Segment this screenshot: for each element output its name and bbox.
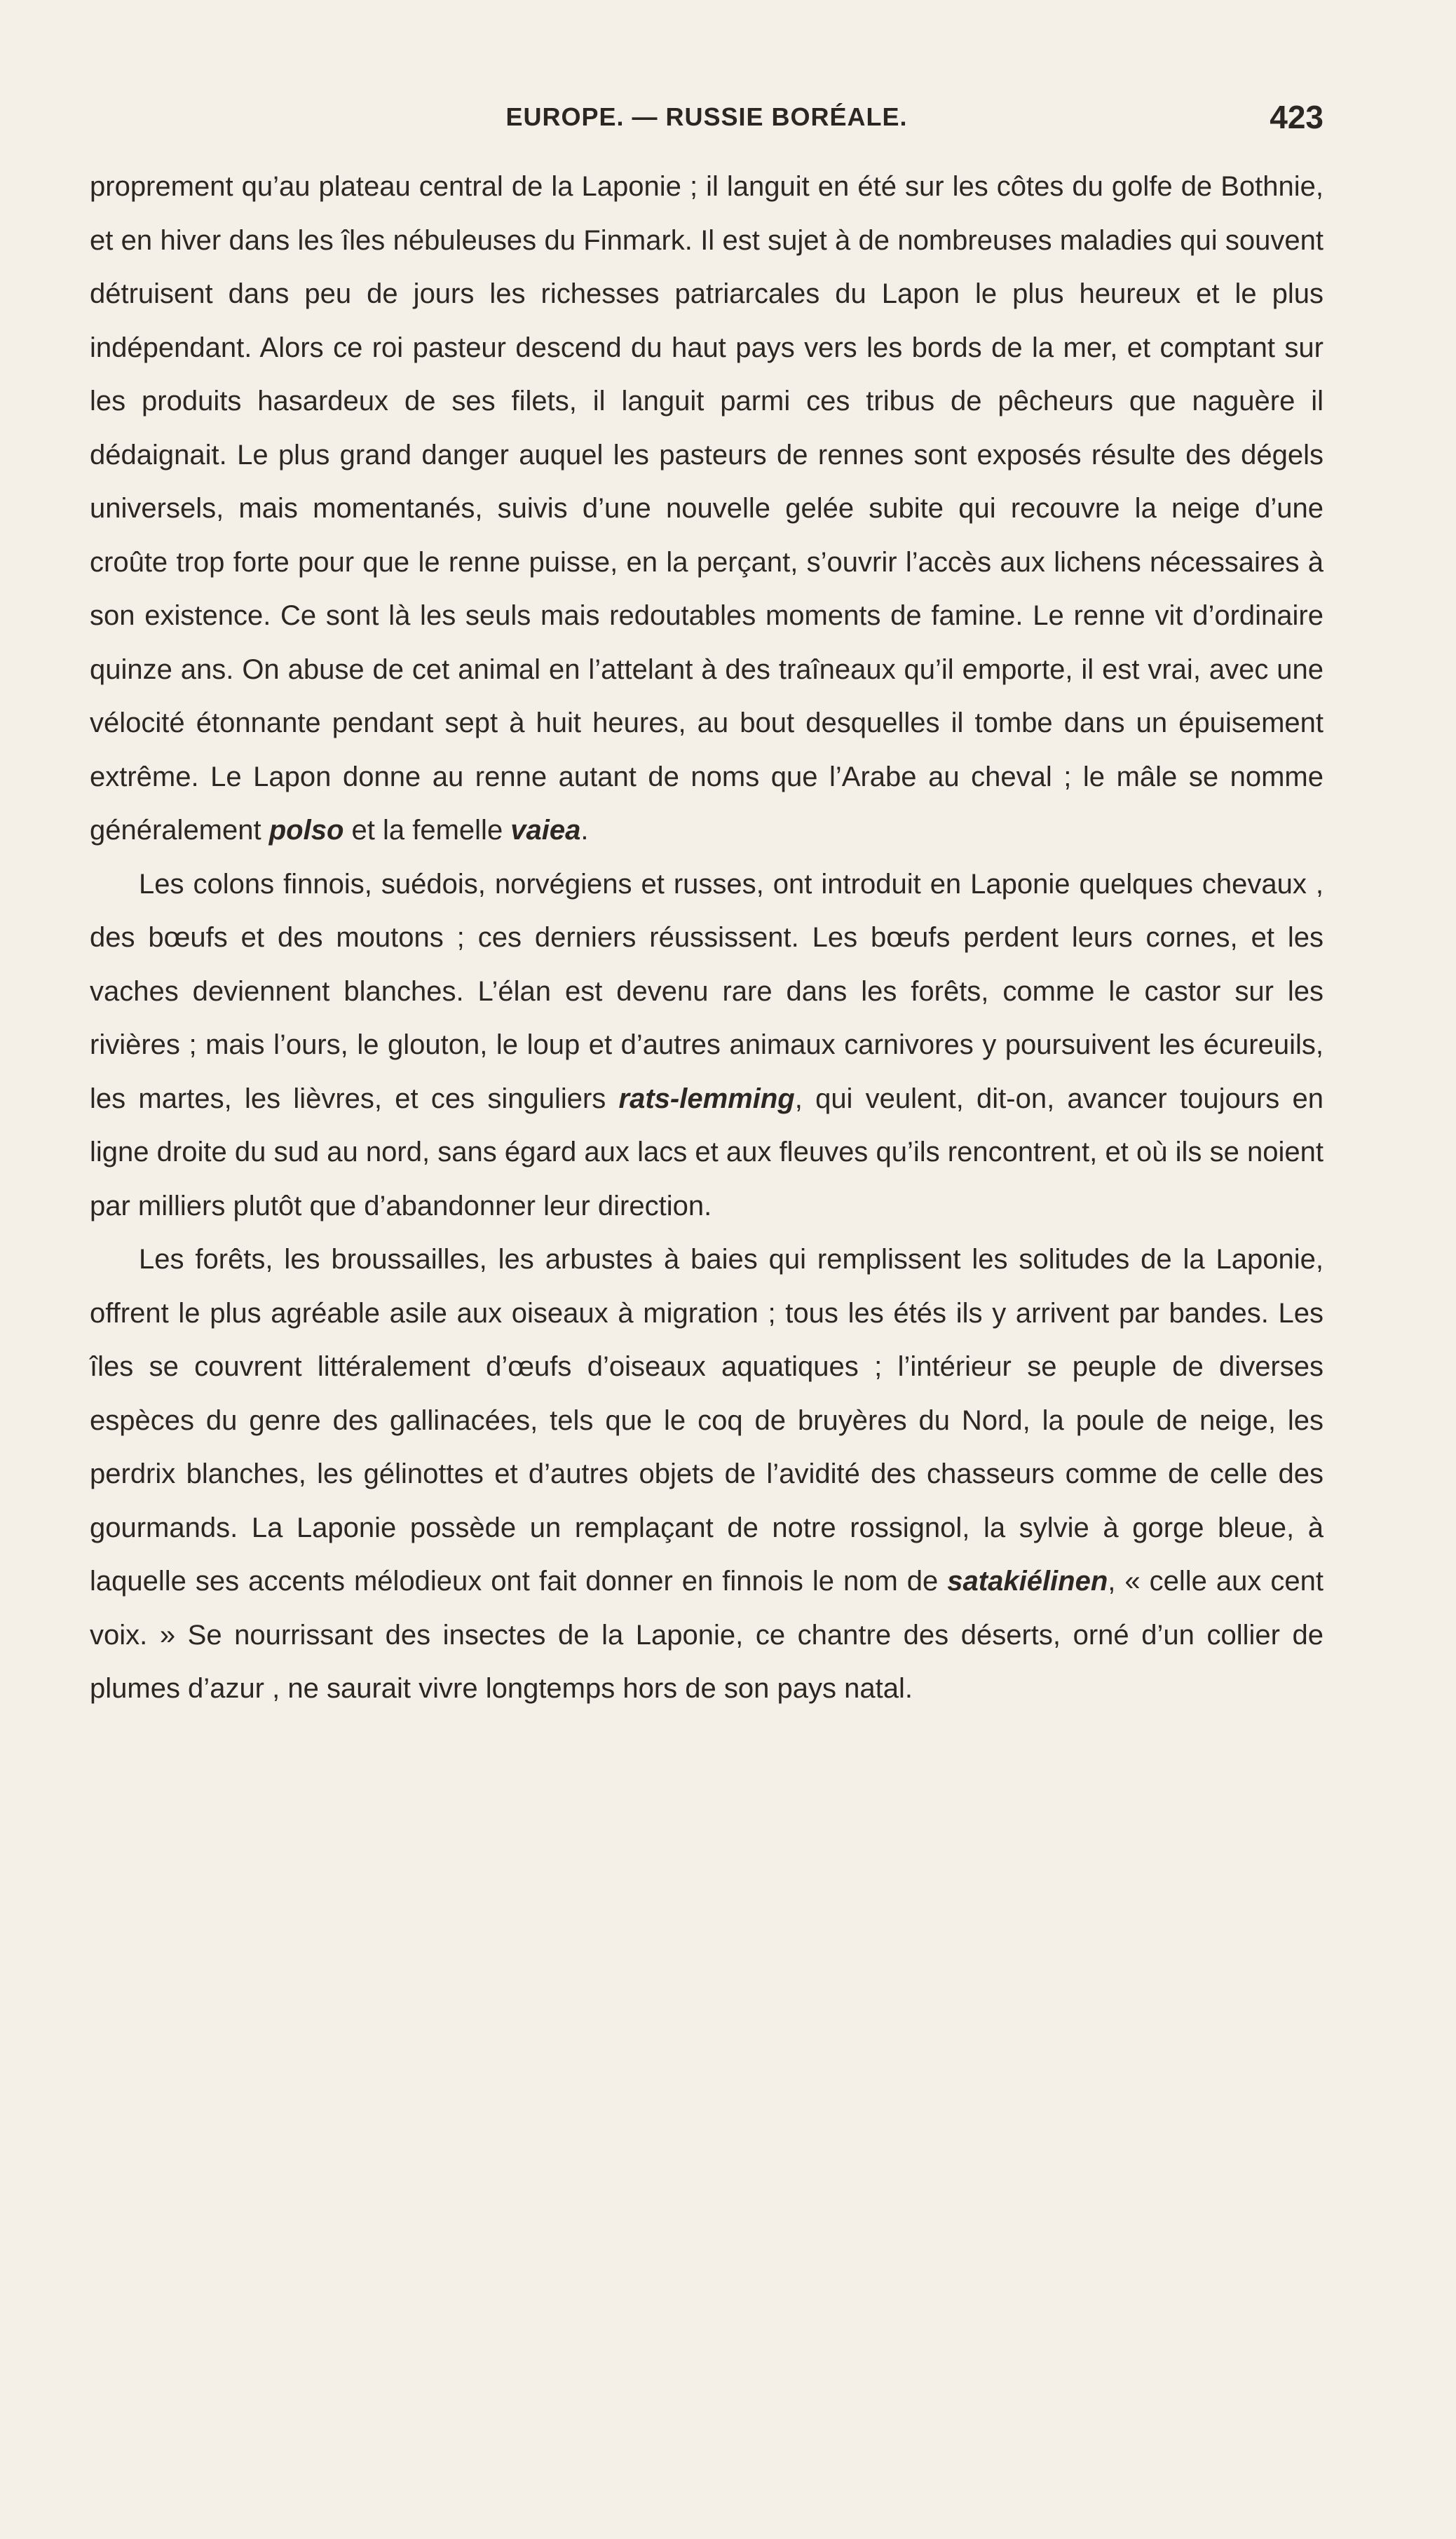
text-run: , qui veulent, dit-on, avancer toujours en ligne droite du sud au nord, sans égard aux lacs et aux fleuves qu’ils rencontrent, et où ils se noient par milliers plutôt que d’abandonner leur direction. xyxy=(90,1083,1324,1221)
text-run: proprement qu’au plateau central de la Laponie ; il languit en été sur les côtes du golfe de Bothnie, et en hiver dans les îles nébuleuses du Finmark. Il est sujet à de nombreuses maladies qui souvent détruisent dans peu de jours les richesses patriarcales du Lapon le plus heureux et le plus indépendant. Alors ce roi pasteur descend du haut pays vers les bords de la mer, et comptant sur les produits hasardeux de ses filets, il languit parmi ces tribus de pêcheurs que naguère il dédaignait. Le plus grand danger auquel les pasteurs de rennes sont exposés résulte des dégels universels, mais momentanés, suivis d’une nouvelle gelée subite qui recouvre la neige d’une croûte trop forte pour que le renne puisse, en la perçant, s’ouvrir l’accès aux lichens nécessaires à son existence. Ce sont là les seuls mais redoutables moments de famine. Le renne vit d’ordinaire quinze ans. On abuse de cet animal en l’attelant à des traîneaux qu’il emporte, il est vrai, avec une vélocité étonnante pendant sept à huit heures, au bout desquelles il tombe dans un épuisement extrême. Le Lapon donne au renne autant de noms que l’Arabe au cheval ; le mâle se nomme généralement xyxy=(90,171,1324,846)
text-run: , « celle aux cent voix. » Se nourrissant des insectes de la Laponie, ce chantre des déserts, orné d’un collier de plumes d’azur , ne saurait vivre longtemps hors de son pays natal. xyxy=(90,1566,1324,1704)
text-run: et la femelle xyxy=(343,815,511,846)
term-rats-lemming: rats-lemming xyxy=(618,1083,795,1114)
term-vaiea: vaiea xyxy=(510,815,581,846)
running-head-title: EUROPE. — RUSSIE BORÉALE. xyxy=(505,102,908,131)
text-run: Les forêts, les broussailles, les arbustes à baies qui remplissent les solitudes de la Laponie, offrent le plus agréable asile aux oiseaux à migration ; tous les étés ils y arrivent par bandes. Les îles se couvrent littéralement d’œufs d’oiseaux aquatiques ; l’intérieur se peuple de diverses espèces du genre des gallinacées, tels que le coq de bruyères du Nord, la poule de neige, les perdrix blanches, les gélinottes et d’autres objets de l’avidité des chasseurs comme de celle des gourmands. La Laponie possède un remplaçant de notre rossignol, la sylvie à gorge bleue, à laquelle ses accents mélodieux ont fait donner en finnois le nom de xyxy=(90,1244,1324,1597)
body-text xyxy=(90,160,1324,1716)
running-head xyxy=(90,98,1324,140)
paragraph-reindeer xyxy=(90,160,1324,858)
paragraph-animals xyxy=(90,858,1324,1233)
paragraph-birds xyxy=(90,1233,1324,1716)
text-run: Les colons finnois, suédois, norvégiens et russes, ont introduit en Laponie quelques chevaux , des bœufs et des moutons ; ces derniers réussissent. Les bœufs perdent leurs cornes, et les vaches deviennent blanches. L’élan est devenu rare dans les forêts, comme le castor sur les rivières ; mais l’ours, le glouton, le loup et d’autres animaux carnivores y poursuivent les écureuils, les martes, les lièvres, et ces singuliers xyxy=(90,868,1324,1114)
term-polso: polso xyxy=(268,815,344,846)
text-run: . xyxy=(580,815,589,846)
page-number: 423 xyxy=(1270,99,1324,135)
term-satakielinen: satakiélinen xyxy=(947,1566,1108,1597)
